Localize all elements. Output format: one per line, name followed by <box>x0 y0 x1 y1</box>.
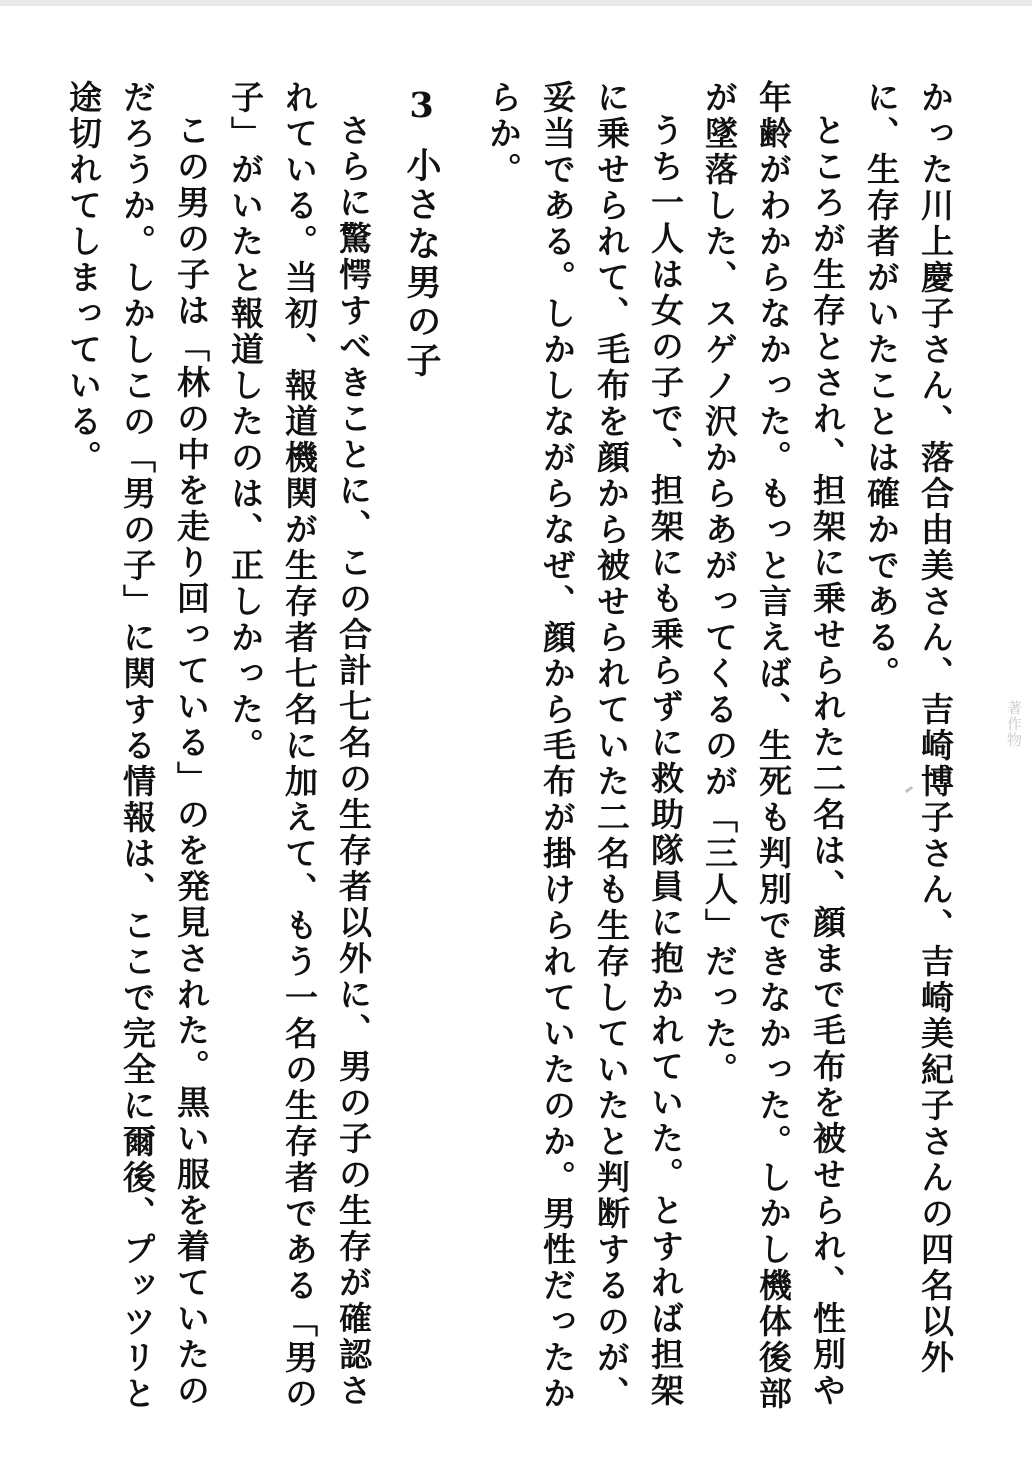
vertical-text-body <box>62 80 962 1420</box>
page-top-rule <box>0 0 1032 6</box>
section-title: 小さな男の子 <box>401 147 442 381</box>
paragraph-5: この男の子は「林の中を走り回っている」のを発見された。黒い服を着ていたのだろうか。しかしこの「男の子」に関する情報は、ここで完全に爾後、プッツリと途切れてしまっている。 <box>64 80 211 1412</box>
margin-stamp: 著作物 <box>1005 700 1023 748</box>
heading-gap <box>448 80 476 1420</box>
paragraph-2: ところが生存とされ、担架に乗せられた二名は、顔まで毛布を被せられ、性別や年齢がわからなかった。もっと言えば、生死も判別できなかった。しかし機体後部が墜落した、スゲノ沢からあがってくるのが「三人」だった。 <box>700 80 847 1412</box>
after-heading-gap <box>380 80 394 1420</box>
paragraph-1: かった川上慶子さん、落合由美さん、吉崎博子さん、吉崎美紀子さんの四名以外に、生存者がいたことは確かである。 <box>862 80 955 1376</box>
paragraph-3: うち一人は女の子で、担架にも乗らずに救助隊員に抱かれていた。とすれば担架に乗せられて、毛布を顔から被せられていた二名も生存していたと判断するのが、妥当である。しかしながらなぜ、顔から毛布が掛けられていたのか。男性だったからか。 <box>484 80 685 1412</box>
section-number: 3 <box>409 88 434 123</box>
section-heading <box>394 80 448 1420</box>
paragraph-4: さらに驚愕すべきことに、この合計七名の生存者以外に、男の子の生存が確認されている。当初、報道機関が生存者七名に加えて、もう一名の生存者である「男の子」がいたと報道したのは、正しかった。 <box>226 80 373 1412</box>
